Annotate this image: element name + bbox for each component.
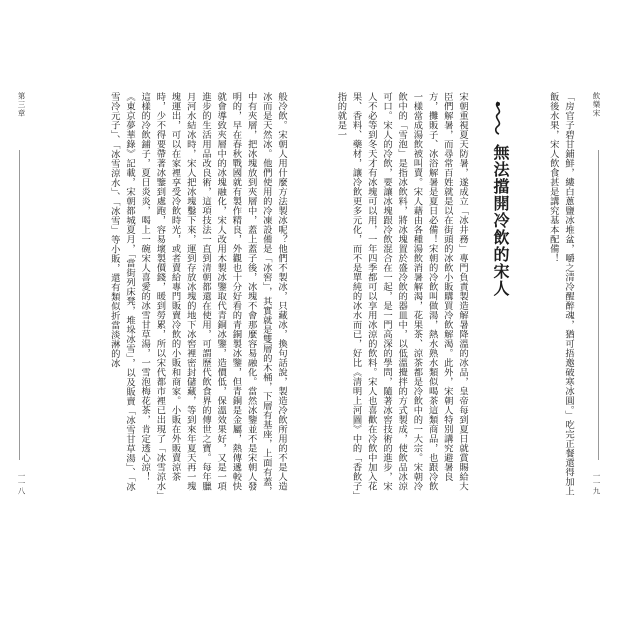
page-number: 一一八 <box>17 472 26 495</box>
left-page <box>8 80 312 542</box>
body-paragraph: 般冷飲。宋朝人用什麼方法製冰呢？他們不製冰，只藏冰，換句話說，製造冷飲所用的不是人造冰而是天然冰。他們使用的冷凍設備是「冰窖」，其實就是雙層的木桶，下層有基座，上面有蓋，中有夾層，把冰塊放到夾層中，蓋上蓋子後，冰塊不會那麼容易融化。當然冰鑒並不是宋朝人發明的，早在春秋戰國就有製作精良，外觀也十分好看的青銅製冰鑒，但青銅是金屬，熱傳遞較快就會導致夾層中的冰塊融化，宋人改用木製冰鑒取代青銅冰鑒，造價低，保溫效果好，又是一項進步的生活用品改良術，這項技法一直到清朝都還在使用，可謂歷代飲食界的傳世之寶。每年臘月河水結冰時，宋人把冰塊鑿下來，運到存放冰塊的地下冰窖裡密封儲藏，等到來年夏天再一塊塊運出，可以在家裡享受冷飲時光，或者賣給專門販賣冷飲的小販和商家。小販在外販賣涼茶時，少不得要帶著冰鑒到處跑，容易壞製價錢，暖到勞累，所以宋代都市裡已出現了「冰雪涼水」這樣的冷飲鋪子，夏日炎炎，喝上一碗宋人喜愛的冰雪甘草湯，一雪泡梅花茶，肯定透心涼！《東京夢華錄》記載，宋朝都城夏月，「當街列床凳，堆垛冰雪」，以及販賣「冰雪甘草湯」、「冰雪冷元子」、「冰雪涼水」、「冰雪」等小販，還有類似折當淡淋的冰 <box>108 92 287 496</box>
body-paragraph: 「房官子碧甘鋪鮮，縷白蔥鹽冰堆盆，嚼之清冷醒醉魂，猶可捂邀破寒冰圓。」吃完正餐還得加上飯後水果，宋人飲食甚是講究基本配備！ <box>547 92 574 496</box>
chapter-running-head: 第三章 <box>17 92 26 118</box>
section-heading: 無法擋開冷飲的宋人 <box>491 144 510 297</box>
margin-rule <box>19 150 20 460</box>
margin-rule <box>598 150 599 460</box>
page-number: 一一九 <box>592 472 601 495</box>
right-page <box>311 80 612 542</box>
section-heading-group <box>476 100 516 400</box>
scroll-ornament-icon <box>490 100 506 136</box>
book-running-head: 飲樂宋 <box>592 92 601 118</box>
body-paragraph: 宋朝重視夏天防暑，遂成立「冰井務」專門負責製造解暑降溫的冰品，皇帝每到夏日就賞賜給大臣們解暑，而尋常百姓就是以在街頭的冰飲小販購買冷飲解渴。此外，宋朝人特別講究避暑良方，攤販子、冰浴解暑是夏日必備！宋朝的冷飲叫做湯，熱水熟水類似喝茶這類商品，也跟冷飲一樣當成湯飲被叫賣。宋人藉由各種湯飲消暑解渴，花果茶、涼茶都是冷飲中的一大宗。宋朝冷飲中的「雪泡」是指冰飲料，將冰塊置於盛冷飲的器皿中，以低溫攪拌的方式製成，使飲品冰涼可口。宋人的冷飲，要讓冰塊跟冷飲混合在一起，是一門高深的學問，隨著冰窖技術的進步，宋人不必等到冬天才有冰塊可以用，一年四季都可以享用冰涼的飲料。宋人也喜歡在冷飲中加入花果、香料、藥材，讓冷飲更多元化，而不是單純的冰水而已，好比《清明上河圖》中的「香飲子」指的就是一 <box>335 92 468 496</box>
